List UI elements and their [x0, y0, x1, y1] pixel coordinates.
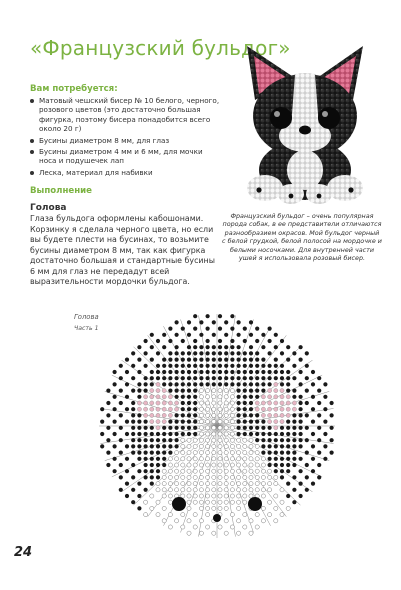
scheme-part-label: Часть 1 [74, 325, 99, 332]
page-title: «Французский бульдог» [30, 36, 291, 60]
instructions-text: Глаза бульдога оформлены кабошонами. Корзинку я сделала черного цвета, но если вы будете плести на бусинах, то возьмите бусины диаметром 8 мм, так как фигурка достаточно большая и стандартные бусины 6 мм для глаз не передадут всей выразительности мордочки бульдога. [30, 214, 215, 286]
materials-list [30, 96, 220, 179]
materials-item: Бусины диаметром 8 мм, для глаз [30, 136, 220, 145]
materials-item: Леска, материал для набивки [30, 168, 220, 177]
beading-scheme [72, 286, 362, 548]
section-title: Голова [30, 203, 67, 213]
photo-caption: Французский бульдог – очень популярная порода собак, в ее представители отличаются разнообразием окрасов. Мой бульдог черный с белой грудкой, белой полосой на мордочке и белыми носочками. Для внутренней части ушей я использовала розовый бисер. [222, 212, 382, 263]
bulldog-photo [225, 38, 385, 206]
execution-heading: Выполнение [30, 186, 93, 196]
scheme-label: Голова [74, 313, 99, 321]
page-number: 24 [14, 545, 33, 560]
materials-item: Бусины диаметром 4 мм и 6 мм, для мочки носа и подушечек лап [30, 147, 220, 166]
materials-heading: Вам потребуется: [30, 84, 118, 94]
materials-item: Матовый чешский бисер № 10 белого, черного, розового цветов (это достаточно большая фигурка, поэтому бисера понадобится всего около 20 г) [30, 96, 220, 134]
